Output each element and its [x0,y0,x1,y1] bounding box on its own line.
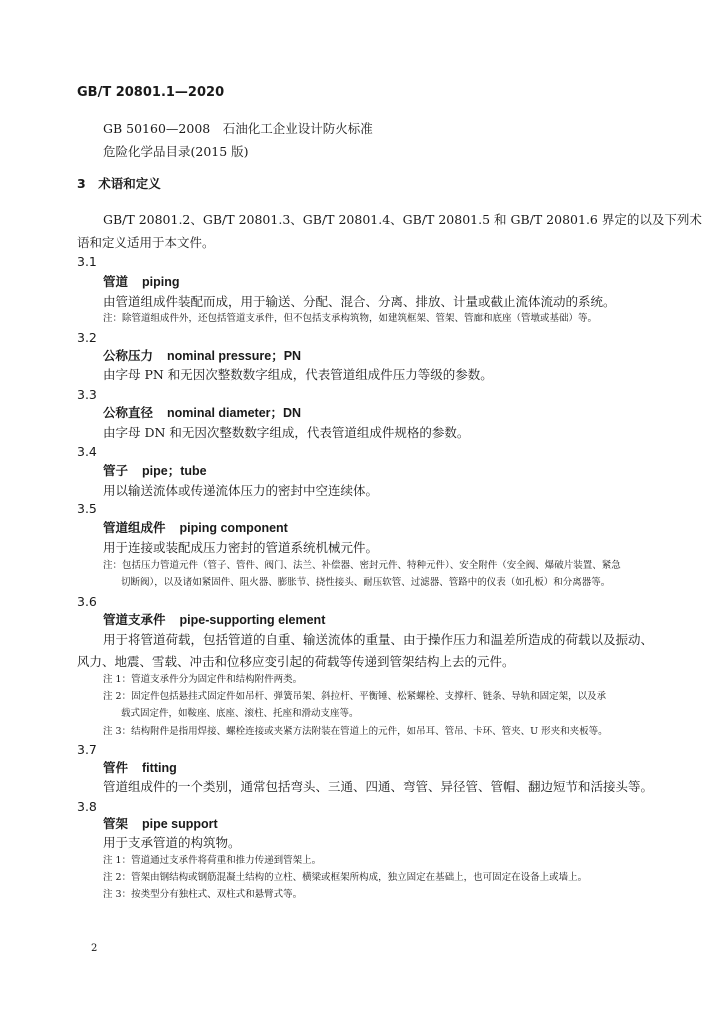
term-note: 切断阀），以及诸如紧固件、阻火器、膨胀节、挠性接头、耐压软管、过滤器、管路中的仪表（如孔板）和分离器等。 [121,577,611,588]
term-heading [103,614,325,627]
section-title: 3 术语和定义 [77,176,161,191]
term-note: 载式固定件，如鞍座、底座、滚柱、托座和滑动支座等。 [121,708,359,719]
term-name-en: piping [142,275,180,289]
term-definition: 用于将管道荷载，包括管道的自重、输送流体的重量、由于操作压力和温差所造成的荷载以及振动、 [103,632,654,647]
term-heading [103,350,301,363]
term-note: 注 1：管道通过支承件将荷重和推力传递到管架上。 [103,855,322,866]
section-intro: GB/T 20801.2、GB/T 20801.3、GB/T 20801.4、GB/T 20801.5 和 GB/T 20801.6 界定的以及下列术 [103,212,702,227]
term-definition: 由管道组成件装配而成，用于输送、分配、混合、分离、排放、计量或截止流体流动的系统。 [103,294,616,309]
reference-item: GB 50160—2008 石油化工企业设计防火标准 [103,121,373,136]
reference-item: 危险化学品目录(2015 版) [103,144,249,159]
section-intro: 语和定义适用于本文件。 [77,235,215,250]
term-definition: 用于连接或装配成压力密封的管道系统机械元件。 [103,540,379,555]
term-name-cn: 管道组成件 [103,520,166,535]
term-note: 注 2：管架由钢结构或钢筋混凝土结构的立柱、横梁或框架所构成，独立固定在基础上，也可固定在设备上或墙上。 [103,872,588,883]
term-name-cn: 公称压力 [103,348,154,363]
term-name-cn: 管架 [103,816,129,831]
page-number: 2 [91,943,98,954]
term-note: 注：包括压力管道元件（管子、管件、阀门、法兰、补偿器、密封元件、特种元件）、安全附件（安全阀、爆破片装置、紧急 [103,560,621,571]
term-definition: 管道组成件的一个类别，通常包括弯头、三通、四通、弯管、异径管、管帽、翻边短节和活接头等。 [103,779,654,794]
term-definition: 由字母 DN 和无因次整数数字组成，代表管道组成件规格的参数。 [103,425,470,440]
term-number: 3.8 [77,799,97,814]
term-name-cn: 管子 [103,463,129,478]
term-name-en: pipe；tube [142,464,207,478]
term-number: 3.3 [77,387,97,402]
term-name-en: piping component [179,521,288,535]
term-name-en: pipe-supporting element [179,613,326,627]
term-name-cn: 管件 [103,760,129,775]
term-name-en: pipe support [142,817,218,831]
term-note: 注 3：按类型分有独柱式、双柱式和悬臂式等。 [103,889,303,900]
term-name-cn: 管道支承件 [103,612,166,627]
term-heading [103,762,177,775]
term-name-cn: 公称直径 [103,405,154,420]
term-definition: 由字母 PN 和无因次整数数字组成，代表管道组成件压力等级的参数。 [103,367,493,382]
term-number: 3.5 [77,501,97,516]
term-name-en: nominal pressure；PN [167,349,302,363]
term-name-en: nominal diameter；DN [167,406,302,420]
term-definition: 风力、地震、雪载、冲击和位移应变引起的荷载等传递到管架结构上去的元件。 [77,654,515,669]
term-note: 注：除管道组成件外，还包括管道支承件，但不包括支承构筑物，如建筑框架、管架、管廊和底座（管墩或基础）等。 [103,313,598,324]
term-definition: 用以输送流体或传递流体压力的密封中空连续体。 [103,483,379,498]
term-definition: 用于支承管道的构筑物。 [103,835,241,850]
term-name-cn: 管道 [103,274,129,289]
term-number: 3.7 [77,742,97,757]
term-number: 3.6 [77,594,97,609]
term-note: 注 2：固定件包括悬挂式固定件如吊杆、弹簧吊架、斜拉杆、平衡锤、松紧螺栓、支撑杆、链条、导轨和固定架，以及承 [103,691,607,702]
term-heading [103,818,218,831]
term-name-en: fitting [142,761,177,775]
term-number: 3.1 [77,254,97,269]
term-heading [103,276,180,289]
term-heading [103,522,288,535]
standard-code: GB/T 20801.1—2020 [77,85,225,100]
term-note: 注 3：结构附件是指用焊接、螺栓连接或夹紧方法附装在管道上的元件，如吊耳、管吊、卡环、管夹、U 形夹和夹板等。 [103,726,608,737]
term-note: 注 1：管道支承件分为固定件和结构附件两类。 [103,674,303,685]
term-number: 3.4 [77,444,97,459]
term-heading [103,407,301,420]
term-number: 3.2 [77,330,97,345]
term-heading [103,465,207,478]
